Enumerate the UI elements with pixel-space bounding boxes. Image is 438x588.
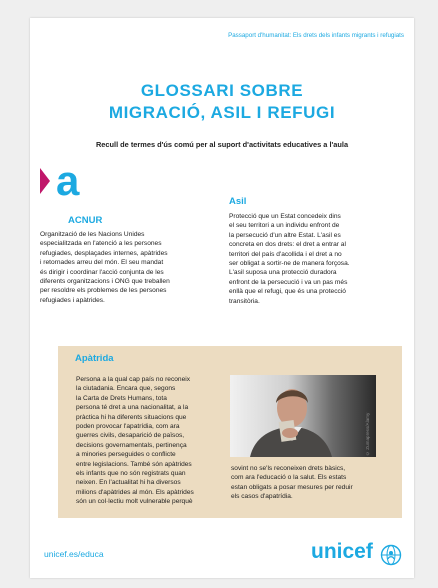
definition-line: diferents organitzacions i ONG que treballen xyxy=(40,278,170,286)
definition-line: poden provocar l'apatrídia, com ara xyxy=(76,423,180,431)
definition-line: persona té dret a una nacionalitat, a la xyxy=(76,404,189,412)
title-line-1: GLOSSARI SOBRE xyxy=(140,81,304,100)
definition-line: el seu territori a un individu enfront de xyxy=(229,222,340,230)
definition-line: i retornades arreu del món. El seu mandat xyxy=(40,259,164,267)
definition-line: Protecció que un Estat concedeix dins xyxy=(229,213,341,220)
unicef-globe-icon xyxy=(380,544,402,566)
definition-line: els casos d'apatrídia. xyxy=(231,493,293,501)
term-apatrida-title: Apàtrida xyxy=(75,353,114,364)
definition-line: Organització de les Nacions Unides xyxy=(40,231,145,238)
unicef-logo-text: unicef xyxy=(311,540,373,563)
definition-line: la ciutadania. Encara que, segons xyxy=(76,385,176,393)
definition-line: ser obligat a sortir-ne de manera forçosa. xyxy=(229,260,350,268)
document-page xyxy=(30,18,414,578)
series-title: Passaport d'humanitat: Els drets dels infants migrants i refugiats xyxy=(228,32,404,39)
term-acnur-definition xyxy=(40,230,170,305)
definition-line: la Carta de Drets Humans, tota xyxy=(76,394,167,402)
definition-line: territori del país d'acollida i el dret a no xyxy=(229,250,342,258)
definition-line: enllà que el refugi, que és una protecció xyxy=(229,288,346,296)
definition-line: per resoldre els problemes de les persones xyxy=(40,287,167,295)
definition-line: Persona a la qual cap país no reconeix xyxy=(76,376,190,383)
definition-line: és dirigir i coordinar l'acció conjunta de les xyxy=(40,268,164,276)
definition-line: guerres civils, desaparició de països, xyxy=(76,432,185,440)
photo-illustration xyxy=(230,375,376,457)
definition-line: refugiades, desplaçades internes, apàtrides xyxy=(40,249,168,257)
definition-line: enfront de la persecució i va un pas més xyxy=(229,278,348,286)
definition-line: a minories perseguides o conflicte xyxy=(76,451,176,459)
definition-line: milions d'apàtrides al món. Els apàtrides xyxy=(76,488,194,496)
photo-man-with-passport xyxy=(230,375,376,457)
definition-line: els infants que no són registrats quan xyxy=(76,470,186,478)
letter-marker-icon xyxy=(40,168,50,194)
term-acnur-title: ACNUR xyxy=(68,215,103,226)
term-asil-definition xyxy=(229,212,350,306)
definition-line: entre legislacions. També són apàtrides xyxy=(76,460,192,468)
photo-credit: © Zumapress/Alamy xyxy=(365,412,370,456)
definition-line: són un col·lectiu molt vulnerable perquè xyxy=(76,498,193,506)
section-letter: a xyxy=(56,157,80,204)
definition-line: transitòria. xyxy=(229,297,260,305)
term-apatrida-definition-right xyxy=(231,464,353,502)
title-line-2: MIGRACIÓ, ASIL I REFUGI xyxy=(108,103,336,122)
subtitle: Recull de termes d'ús comú per al suport d'activitats educatives a l'aula xyxy=(95,140,349,149)
definition-line: L'asil suposa una protecció duradora xyxy=(229,269,337,277)
term-apatrida-definition-left xyxy=(76,375,194,507)
term-asil-title: Asil xyxy=(229,196,247,207)
footer-link[interactable]: unicef.es/educa xyxy=(44,549,104,559)
definition-line: concreta en dos drets: el dret a entrar al xyxy=(229,241,346,249)
definition-line: estan obligats a posar mesures per reduir xyxy=(231,483,353,491)
definition-line: com ara l'educació o la salut. Els estats xyxy=(231,474,347,482)
definition-line: refugiades i apàtrides. xyxy=(40,296,105,304)
definition-line: la persecució d'un altre Estat. L'asil es xyxy=(229,231,341,239)
definition-line: sovint no se'ls reconeixen drets bàsics, xyxy=(231,465,346,472)
definition-line: decisions governamentals, pertinença xyxy=(76,441,187,449)
definition-line: neixen. En l'actualitat hi ha diversos xyxy=(76,479,181,487)
definition-line: especialitzada en l'atenció a les persones xyxy=(40,240,162,248)
definition-line: pràctica hi ha diferents situacions que xyxy=(76,413,187,421)
